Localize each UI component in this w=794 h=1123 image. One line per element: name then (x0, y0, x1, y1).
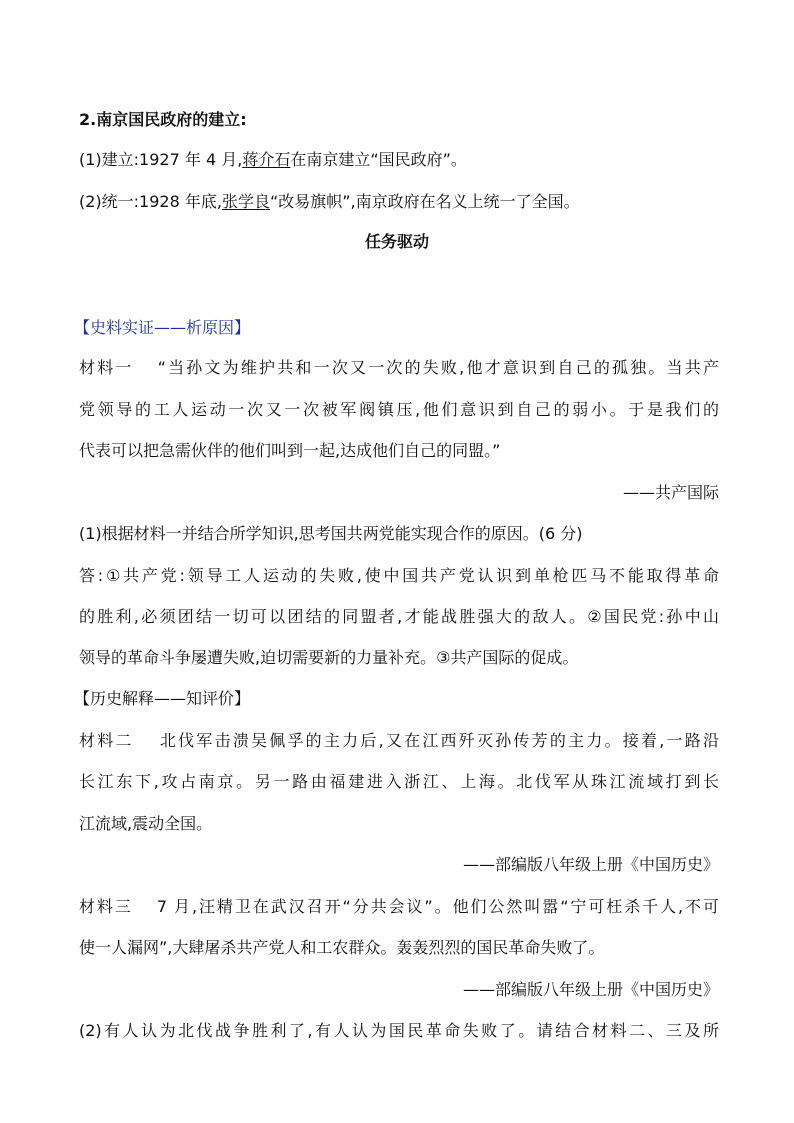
material2-line: 江流域,震动全国。 (79, 814, 213, 833)
material1-line: 代表可以把急需伙伴的他们叫到一起,达成他们自己的同盟。” (79, 441, 501, 460)
material3-line: 使一人漏网”,大肆屠杀共产党人和工农群众。轰轰烈烈的国民革命失败了。 (79, 938, 605, 957)
item-establish: (1)建立:1927 年 4 月,蒋介石在南京建立“国民政府”。 (79, 150, 467, 169)
material1-line: 党领导的工人运动一次又一次被军阀镇压,他们意识到自己的弱小。于是我们的 (79, 400, 719, 419)
section-heading: 2.南京国民政府的建立: (79, 110, 247, 129)
material1-line: 材料一 “当孙文为维护共和一次又一次的失败,他才意识到自己的孤独。当共产 (79, 358, 719, 377)
underlined-name: 张学良 (221, 192, 270, 211)
question-1: (1)根据材料一并结合所学知识,思考国共两党能实现合作的原因。(6 分) (79, 524, 583, 543)
material2-source: ——部编版八年级上册《中国历史》 (462, 855, 719, 874)
part1-tag: 【史料实证——析原因】 (74, 318, 251, 337)
question-2: (2)有人认为北伐战争胜利了,有人认为国民革命失败了。请结合材料二、三及所 (79, 1021, 719, 1040)
material3-source: ——部编版八年级上册《中国历史》 (462, 980, 719, 999)
underlined-name: 蒋介石 (242, 150, 291, 169)
answer-line: 领导的革命斗争屡遭失败,迫切需要新的力量补充。③共产国际的促成。 (79, 648, 579, 667)
material2-line: 材料二 北伐军击溃吴佩孚的主力后,又在江西歼灭孙传芳的主力。接着,一路沿 (79, 731, 719, 750)
answer-line: 答:①共产党:领导工人运动的失败,使中国共产党认识到单枪匹马不能取得革命 (79, 566, 719, 585)
material1-source: ——共产国际 (622, 483, 719, 502)
answer-line: 的胜利,必须团结一切可以团结的同盟者,才能战胜强大的敌人。②国民党:孙中山 (79, 607, 719, 626)
task-title: 任务驱动 (364, 232, 429, 251)
item-unify: (2)统一:1928 年底,张学良“改易旗帜”,南京政府在名义上统一了全国。 (79, 192, 580, 211)
material3-line: 材料三 7 月,汪精卫在武汉召开“分共会议”。他们公然叫嚣“宁可枉杀千人,不可 (79, 897, 719, 916)
material2-line: 长江东下,攻占南京。另一路由福建进入浙江、上海。北伐军从珠江流域打到长 (79, 772, 719, 791)
part2-tag: 【历史解释——知评价】 (74, 689, 251, 708)
